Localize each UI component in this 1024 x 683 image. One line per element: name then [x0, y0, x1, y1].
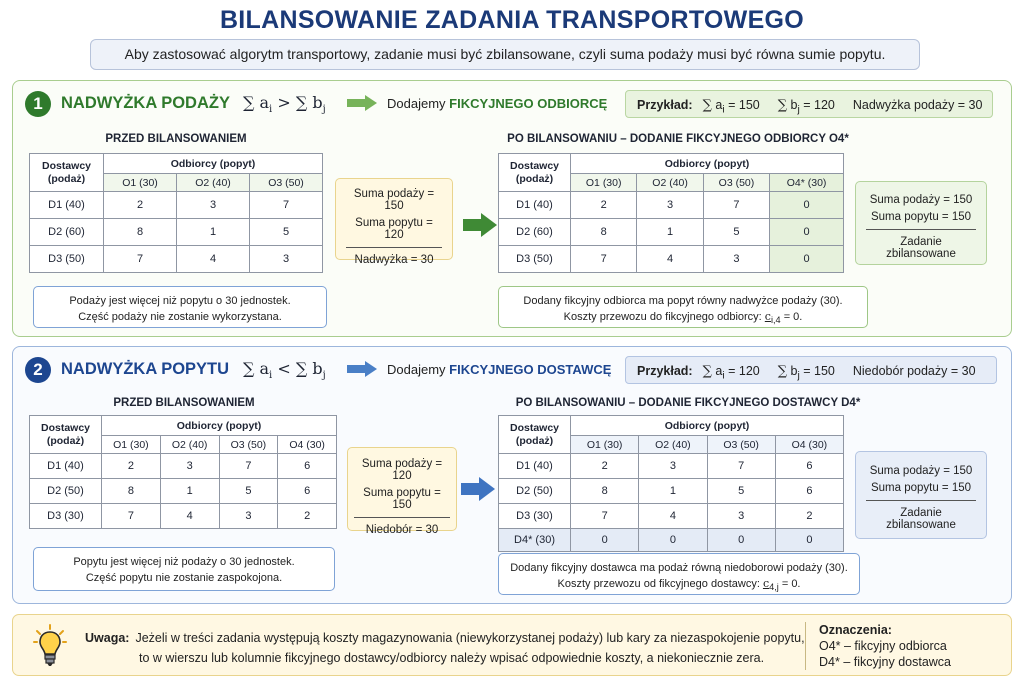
row-label: D2 (60) — [30, 219, 104, 246]
group-header: Odbiorcy (popyt) — [571, 154, 844, 174]
cost-cell: 3 — [639, 454, 707, 479]
warning-footer — [12, 614, 1012, 676]
sum-summary-box — [335, 178, 453, 266]
cost-cell: 1 — [637, 219, 703, 246]
col-header: O3 (50) — [219, 436, 278, 454]
cost-cell: 7 — [250, 192, 323, 219]
cost-cell-fictitious: 0 — [707, 529, 775, 552]
row-label: D4* (30) — [499, 529, 571, 552]
row-label: D1 (40) — [499, 192, 571, 219]
cost-cell: 7 — [571, 246, 637, 273]
cost-cell-fictitious: 0 — [770, 219, 844, 246]
table-row — [30, 246, 323, 273]
arrow-right-icon — [461, 477, 495, 501]
cost-cell: 3 — [219, 504, 278, 529]
sum-demand: Suma popytu = 150 — [870, 482, 972, 494]
cost-cell: 5 — [250, 219, 323, 246]
cost-cell: 7 — [102, 504, 161, 529]
row-label: D1 (40) — [30, 454, 102, 479]
subtitle-banner: Aby zastosować algorytm transportowy, zadanie musi być zbilansowane, czyli suma podaży musi być równa sumie popytu. — [90, 39, 920, 70]
cost-cell-fictitious: 0 — [770, 246, 844, 273]
legend-item: O4* – fikcyjny odbiorca — [819, 639, 947, 653]
cost-table-before — [29, 153, 323, 273]
col-header: O2 (40) — [177, 174, 250, 192]
cost-cell: 8 — [102, 479, 161, 504]
cost-cell: 1 — [639, 479, 707, 504]
row-label: D2 (50) — [30, 479, 102, 504]
cost-cell: 2 — [571, 192, 637, 219]
table-caption-after: PO BILANSOWANIU – DODANIE FIKCYJNEGO DOSTAWCY D4* — [515, 397, 861, 409]
section-number-badge: 1 — [25, 91, 51, 117]
cost-table-after — [498, 415, 844, 552]
cost-cell: 4 — [177, 246, 250, 273]
table-row — [499, 454, 844, 479]
corner-header: Dostawcy (podaż) — [499, 154, 571, 192]
col-header: O1 (30) — [571, 174, 637, 192]
col-header: O2 (40) — [637, 174, 703, 192]
sum-summary-box — [347, 447, 457, 536]
cost-cell: 3 — [637, 192, 703, 219]
row-label: D3 (50) — [30, 246, 104, 273]
result-box — [855, 451, 987, 539]
cost-table-before — [29, 415, 337, 529]
table-caption-before: PRZED BILANSOWANIEM — [105, 133, 247, 145]
example-box: Przykład: ∑ $a_i = 120$ ∑ $b_j = 150$ Niedobór podaży = 30 — [625, 356, 997, 384]
section-surplus-supply — [12, 80, 1012, 337]
sum-demand: Suma popytu = 120 — [355, 217, 433, 241]
balanced-label: Zadanie zbilansowane — [886, 236, 956, 260]
cost-cell: 4 — [639, 504, 707, 529]
cost-cell: 4 — [637, 246, 703, 273]
cost-cell: 7 — [571, 504, 639, 529]
sum-demand: Suma popytu = 150 — [363, 487, 441, 511]
cost-cell: 5 — [707, 479, 775, 504]
action-text: Dodajemy FIKCYJNEGO DOSTAWCĘ — [387, 362, 612, 377]
legend-item: D4* – fikcyjny dostawca — [819, 655, 952, 669]
legend-title: Oznaczenia: — [819, 623, 892, 637]
cost-cell: 3 — [177, 192, 250, 219]
row-label: D2 (50) — [499, 479, 571, 504]
cost-cell: 3 — [707, 504, 775, 529]
table-row — [499, 479, 844, 504]
section-number-badge: 2 — [25, 357, 51, 383]
cost-cell: 3 — [703, 246, 769, 273]
table-row — [30, 192, 323, 219]
row-label: D2 (60) — [499, 219, 571, 246]
action-text: Dodajemy FIKCYJNEGO ODBIORCĘ — [387, 96, 608, 111]
legend — [805, 622, 951, 670]
cost-cell: 6 — [775, 454, 843, 479]
warning-text: Uwaga: Jeżeli w treści zadania występują koszty magazynowania (niewykorzystanej podaży) lub kary za niezaspokojenie popytu, to w wierszu lub kolumnie fikcyjnego dostawcy/odbiorcy należy wpisać odpowiednie koszty, a niekoniecznie zera. — [85, 631, 805, 665]
cost-cell-fictitious: 0 — [775, 529, 843, 552]
row-label: D3 (30) — [499, 504, 571, 529]
cost-cell: 7 — [219, 454, 278, 479]
cost-cell: 2 — [278, 504, 337, 529]
col-header: O4 (30) — [278, 436, 337, 454]
example-box: Przykład: ∑ $a_i = 150$ ∑ $b_j = 120$ Nadwyżka podaży = 30 — [625, 90, 993, 118]
sum-supply: Suma podaży = 120 — [361, 458, 443, 482]
table-row — [30, 454, 337, 479]
table-row — [499, 246, 844, 273]
col-header: O3 (50) — [250, 174, 323, 192]
sum-supply: Suma podaży = 150 — [869, 194, 973, 206]
cost-cell: 8 — [104, 219, 177, 246]
table-row-fictitious — [499, 529, 844, 552]
section-surplus-demand — [12, 346, 1012, 604]
cost-cell: 7 — [703, 192, 769, 219]
group-header: Odbiorcy (popyt) — [571, 416, 844, 436]
corner-header: Dostawcy (podaż) — [30, 154, 104, 192]
cost-cell: 2 — [571, 454, 639, 479]
cost-cell: 4 — [160, 504, 219, 529]
note-before: Podaży jest więcej niż popytu o 30 jednostek. Część podaży nie zostanie wykorzystana. — [33, 286, 327, 328]
cost-cell: 8 — [571, 479, 639, 504]
balanced-label: Zadanie zbilansowane — [886, 507, 956, 531]
table-row — [30, 504, 337, 529]
cost-cell: 1 — [177, 219, 250, 246]
table-row — [499, 219, 844, 246]
col-header: O2 (40) — [639, 436, 707, 454]
cost-cell: 7 — [707, 454, 775, 479]
section-title: NADWYŻKA PODAŻY — [61, 94, 230, 112]
lightbulb-icon — [33, 624, 67, 668]
table-row — [30, 479, 337, 504]
col-header: O1 (30) — [104, 174, 177, 192]
cost-cell: 2 — [104, 192, 177, 219]
note-after: Dodany fikcyjny dostawca ma podaż równą niedoborowi podaży (30). Koszty przewozu od fikcyjnego dostawcy: $c_{4,j} = 0$. — [498, 553, 860, 595]
col-header-fictitious: O4* (30) — [770, 174, 844, 192]
col-header: O3 (50) — [707, 436, 775, 454]
table-row — [499, 192, 844, 219]
row-label: D3 (30) — [30, 504, 102, 529]
row-label: D1 (40) — [499, 454, 571, 479]
difference: Nadwyżka = 30 — [354, 254, 434, 266]
col-header: O4 (30) — [775, 436, 843, 454]
result-box — [855, 181, 987, 265]
cost-cell: 6 — [278, 454, 337, 479]
table-row — [30, 219, 323, 246]
cost-cell: 2 — [102, 454, 161, 479]
note-after: Dodany fikcyjny odbiorca ma popyt równy nadwyżce podaży (30). Koszty przewozu do fikcyjnego odbiorcy: $c_{i,4} = 0$. — [498, 286, 868, 328]
cost-cell-fictitious: 0 — [571, 529, 639, 552]
group-header: Odbiorcy (popyt) — [102, 416, 337, 436]
page-title: BILANSOWANIE ZADANIA TRANSPORTOWEGO — [219, 6, 805, 34]
cost-cell: 6 — [775, 479, 843, 504]
group-header: Odbiorcy (popyt) — [104, 154, 323, 174]
col-header: O3 (50) — [703, 174, 769, 192]
cost-cell: 5 — [219, 479, 278, 504]
col-header: O1 (30) — [571, 436, 639, 454]
col-header: O1 (30) — [102, 436, 161, 454]
arrow-right-icon — [347, 361, 377, 377]
cost-cell: 2 — [775, 504, 843, 529]
table-caption-before: PRZED BILANSOWANIEM — [113, 397, 255, 409]
col-header: O2 (40) — [160, 436, 219, 454]
table-row — [499, 504, 844, 529]
cost-cell: 3 — [160, 454, 219, 479]
balance-formula: ∑ $a_i$ < ∑ $b_j$ — [243, 359, 326, 382]
sum-demand: Suma popytu = 150 — [870, 211, 972, 223]
cost-cell: 5 — [703, 219, 769, 246]
cost-cell: 8 — [571, 219, 637, 246]
cost-cell: 1 — [160, 479, 219, 504]
corner-header: Dostawcy (podaż) — [30, 416, 102, 454]
row-label: D1 (40) — [30, 192, 104, 219]
row-label: D3 (50) — [499, 246, 571, 273]
corner-header: Dostawcy (podaż) — [499, 416, 571, 454]
arrow-right-icon — [463, 213, 497, 237]
cost-cell-fictitious: 0 — [639, 529, 707, 552]
cost-cell: 3 — [250, 246, 323, 273]
note-before: Popytu jest więcej niż podaży o 30 jednostek. Część popytu nie zostanie zaspokojona. — [33, 547, 335, 591]
table-caption-after: PO BILANSOWANIU – DODANIE FIKCYJNEGO ODBIORCY O4* — [507, 133, 849, 145]
cost-table-after — [498, 153, 844, 273]
section-title: NADWYŻKA POPYTU — [61, 360, 230, 378]
sum-supply: Suma podaży = 150 — [353, 188, 435, 212]
sum-supply: Suma podaży = 150 — [869, 465, 973, 477]
cost-cell: 7 — [104, 246, 177, 273]
cost-cell: 6 — [278, 479, 337, 504]
balance-formula: ∑ $a_i$ > ∑ $b_j$ — [243, 93, 326, 116]
arrow-right-icon — [347, 95, 377, 111]
difference: Niedobór = 30 — [365, 524, 439, 536]
cost-cell-fictitious: 0 — [770, 192, 844, 219]
